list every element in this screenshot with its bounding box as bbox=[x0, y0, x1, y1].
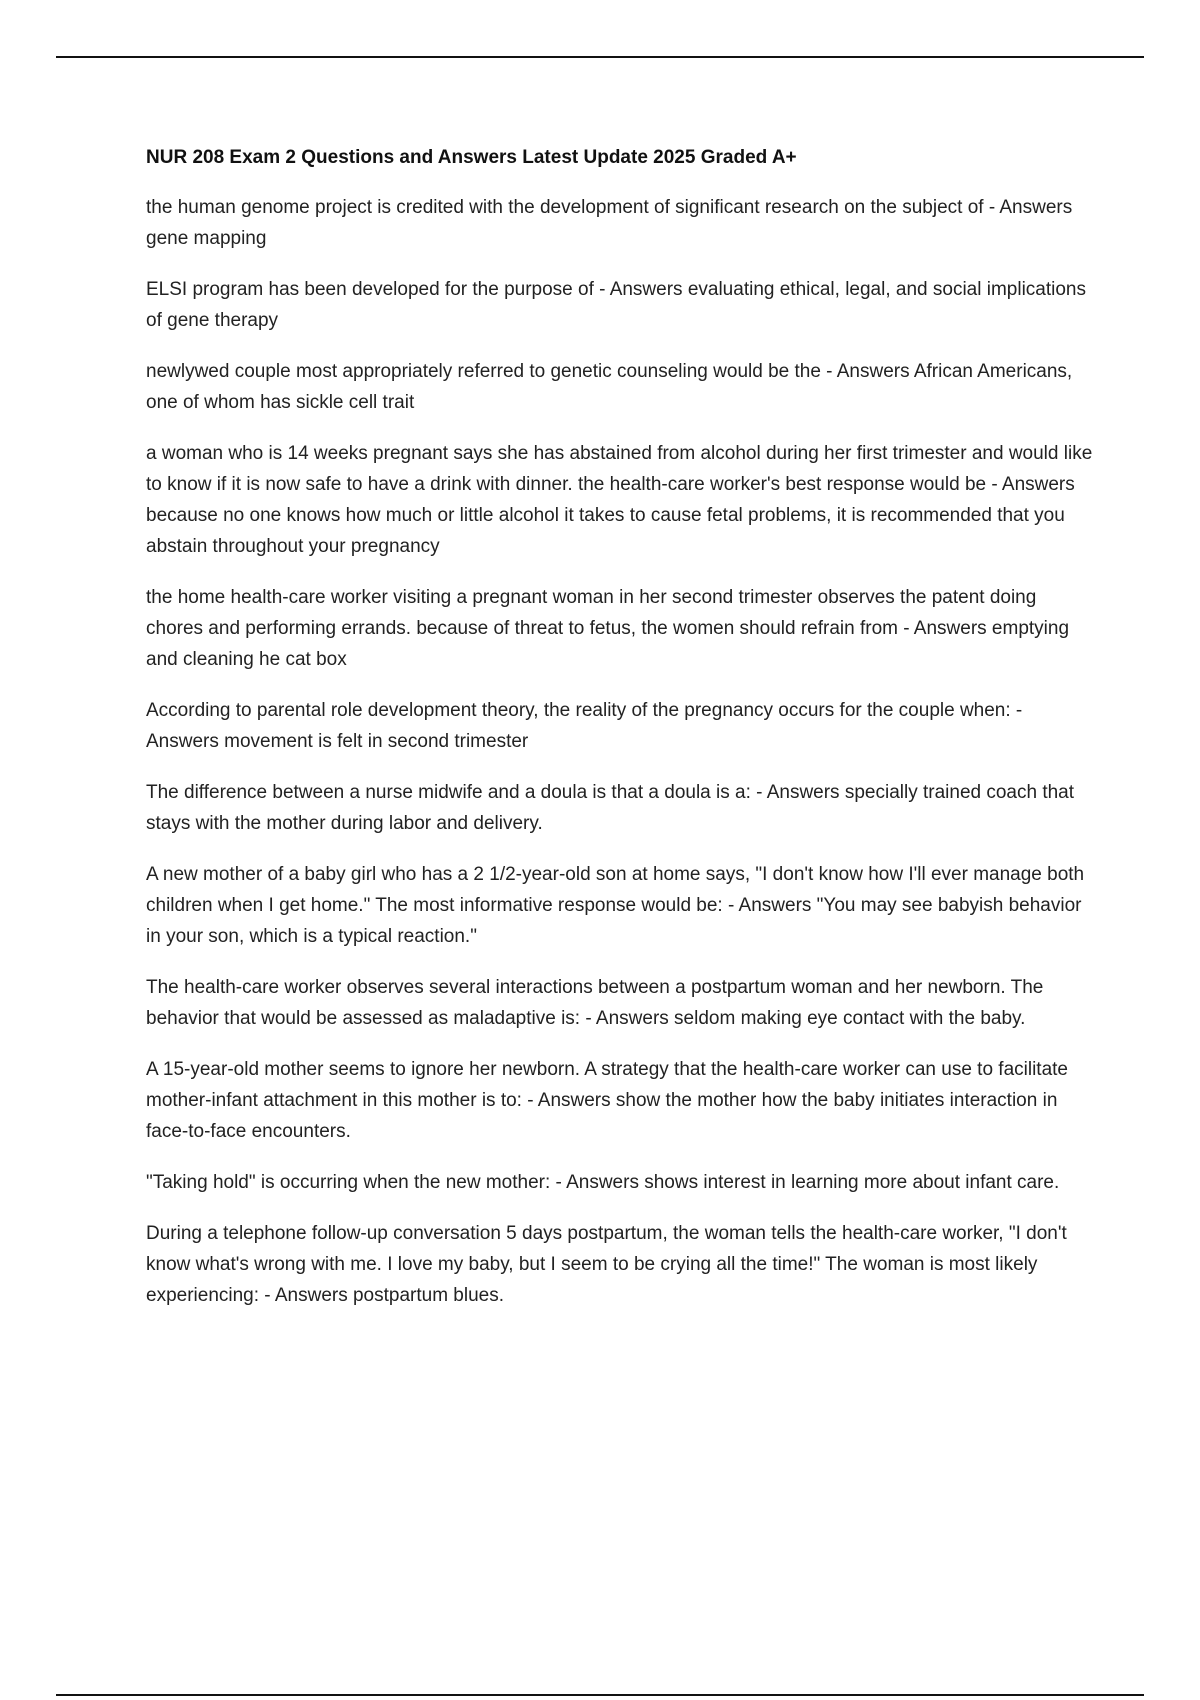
qa-item-10: A 15-year-old mother seems to ignore her newborn. A strategy that the health-care worker can use to facilitate mother-infant attachment in this mother is to: - Answers show the mother how the baby initiates interaction in face-to-face encounters. bbox=[146, 1059, 1068, 1142]
qa-item-5: the home health-care worker visiting a pregnant woman in her second trimester observes the patent doing chores and performing errands. because of threat to fetus, the women should refrain from - Answers emptying and cleaning he cat box bbox=[146, 587, 1070, 670]
qa-item-12: During a telephone follow-up conversation 5 days postpartum, the woman tells the health-care worker, "I don't know what's wrong with me. I love my baby, but I seem to be crying all the time!" The woman is most likely experiencing: - Answers postpartum blues. bbox=[146, 1223, 1067, 1306]
qa-item-7: The difference between a nurse midwife and a doula is that a doula is a: - Answers specially trained coach that stays with the mother during labor and delivery. bbox=[146, 782, 1075, 834]
document-title: NUR 208 Exam 2 Questions and Answers Latest Update 2025 Graded A+ bbox=[146, 147, 797, 168]
footer-rule bbox=[56, 1694, 1144, 1696]
qa-item-2: ELSI program has been developed for the purpose of - Answers evaluating ethical, legal, and social implications of gene therapy bbox=[146, 279, 1086, 331]
header-rule bbox=[56, 56, 1144, 58]
qa-item-11: "Taking hold" is occurring when the new mother: - Answers shows interest in learning more about infant care. bbox=[146, 1172, 1060, 1193]
document-body bbox=[146, 144, 1096, 1331]
qa-item-1: the human genome project is credited with the development of significant research on the subject of - Answers gene mapping bbox=[146, 197, 1073, 249]
qa-item-4: a woman who is 14 weeks pregnant says she has abstained from alcohol during her first trimester and would like to know if it is now safe to have a drink with dinner. the health-care worker's best response would be - Answers because no one knows how much or little alcohol it takes to cause fetal problems, it is recommended that you abstain throughout your pregnancy bbox=[146, 443, 1093, 557]
qa-item-9: The health-care worker observes several interactions between a postpartum woman and her newborn. The behavior that would be assessed as maladaptive is: - Answers seldom making eye contact with the baby. bbox=[146, 977, 1044, 1029]
qa-item-3: newlywed couple most appropriately referred to genetic counseling would be the - Answers African Americans, one of whom has sickle cell trait bbox=[146, 361, 1073, 413]
qa-item-8: A new mother of a baby girl who has a 2 1/2-year-old son at home says, "I don't know how I'll ever manage both children when I get home." The most informative response would be: - Answers "You may see babyish behavior in your son, which is a typical reaction." bbox=[146, 864, 1085, 947]
qa-item-6: According to parental role development theory, the reality of the pregnancy occurs for the couple when: - Answers movement is felt in second trimester bbox=[146, 700, 1023, 752]
